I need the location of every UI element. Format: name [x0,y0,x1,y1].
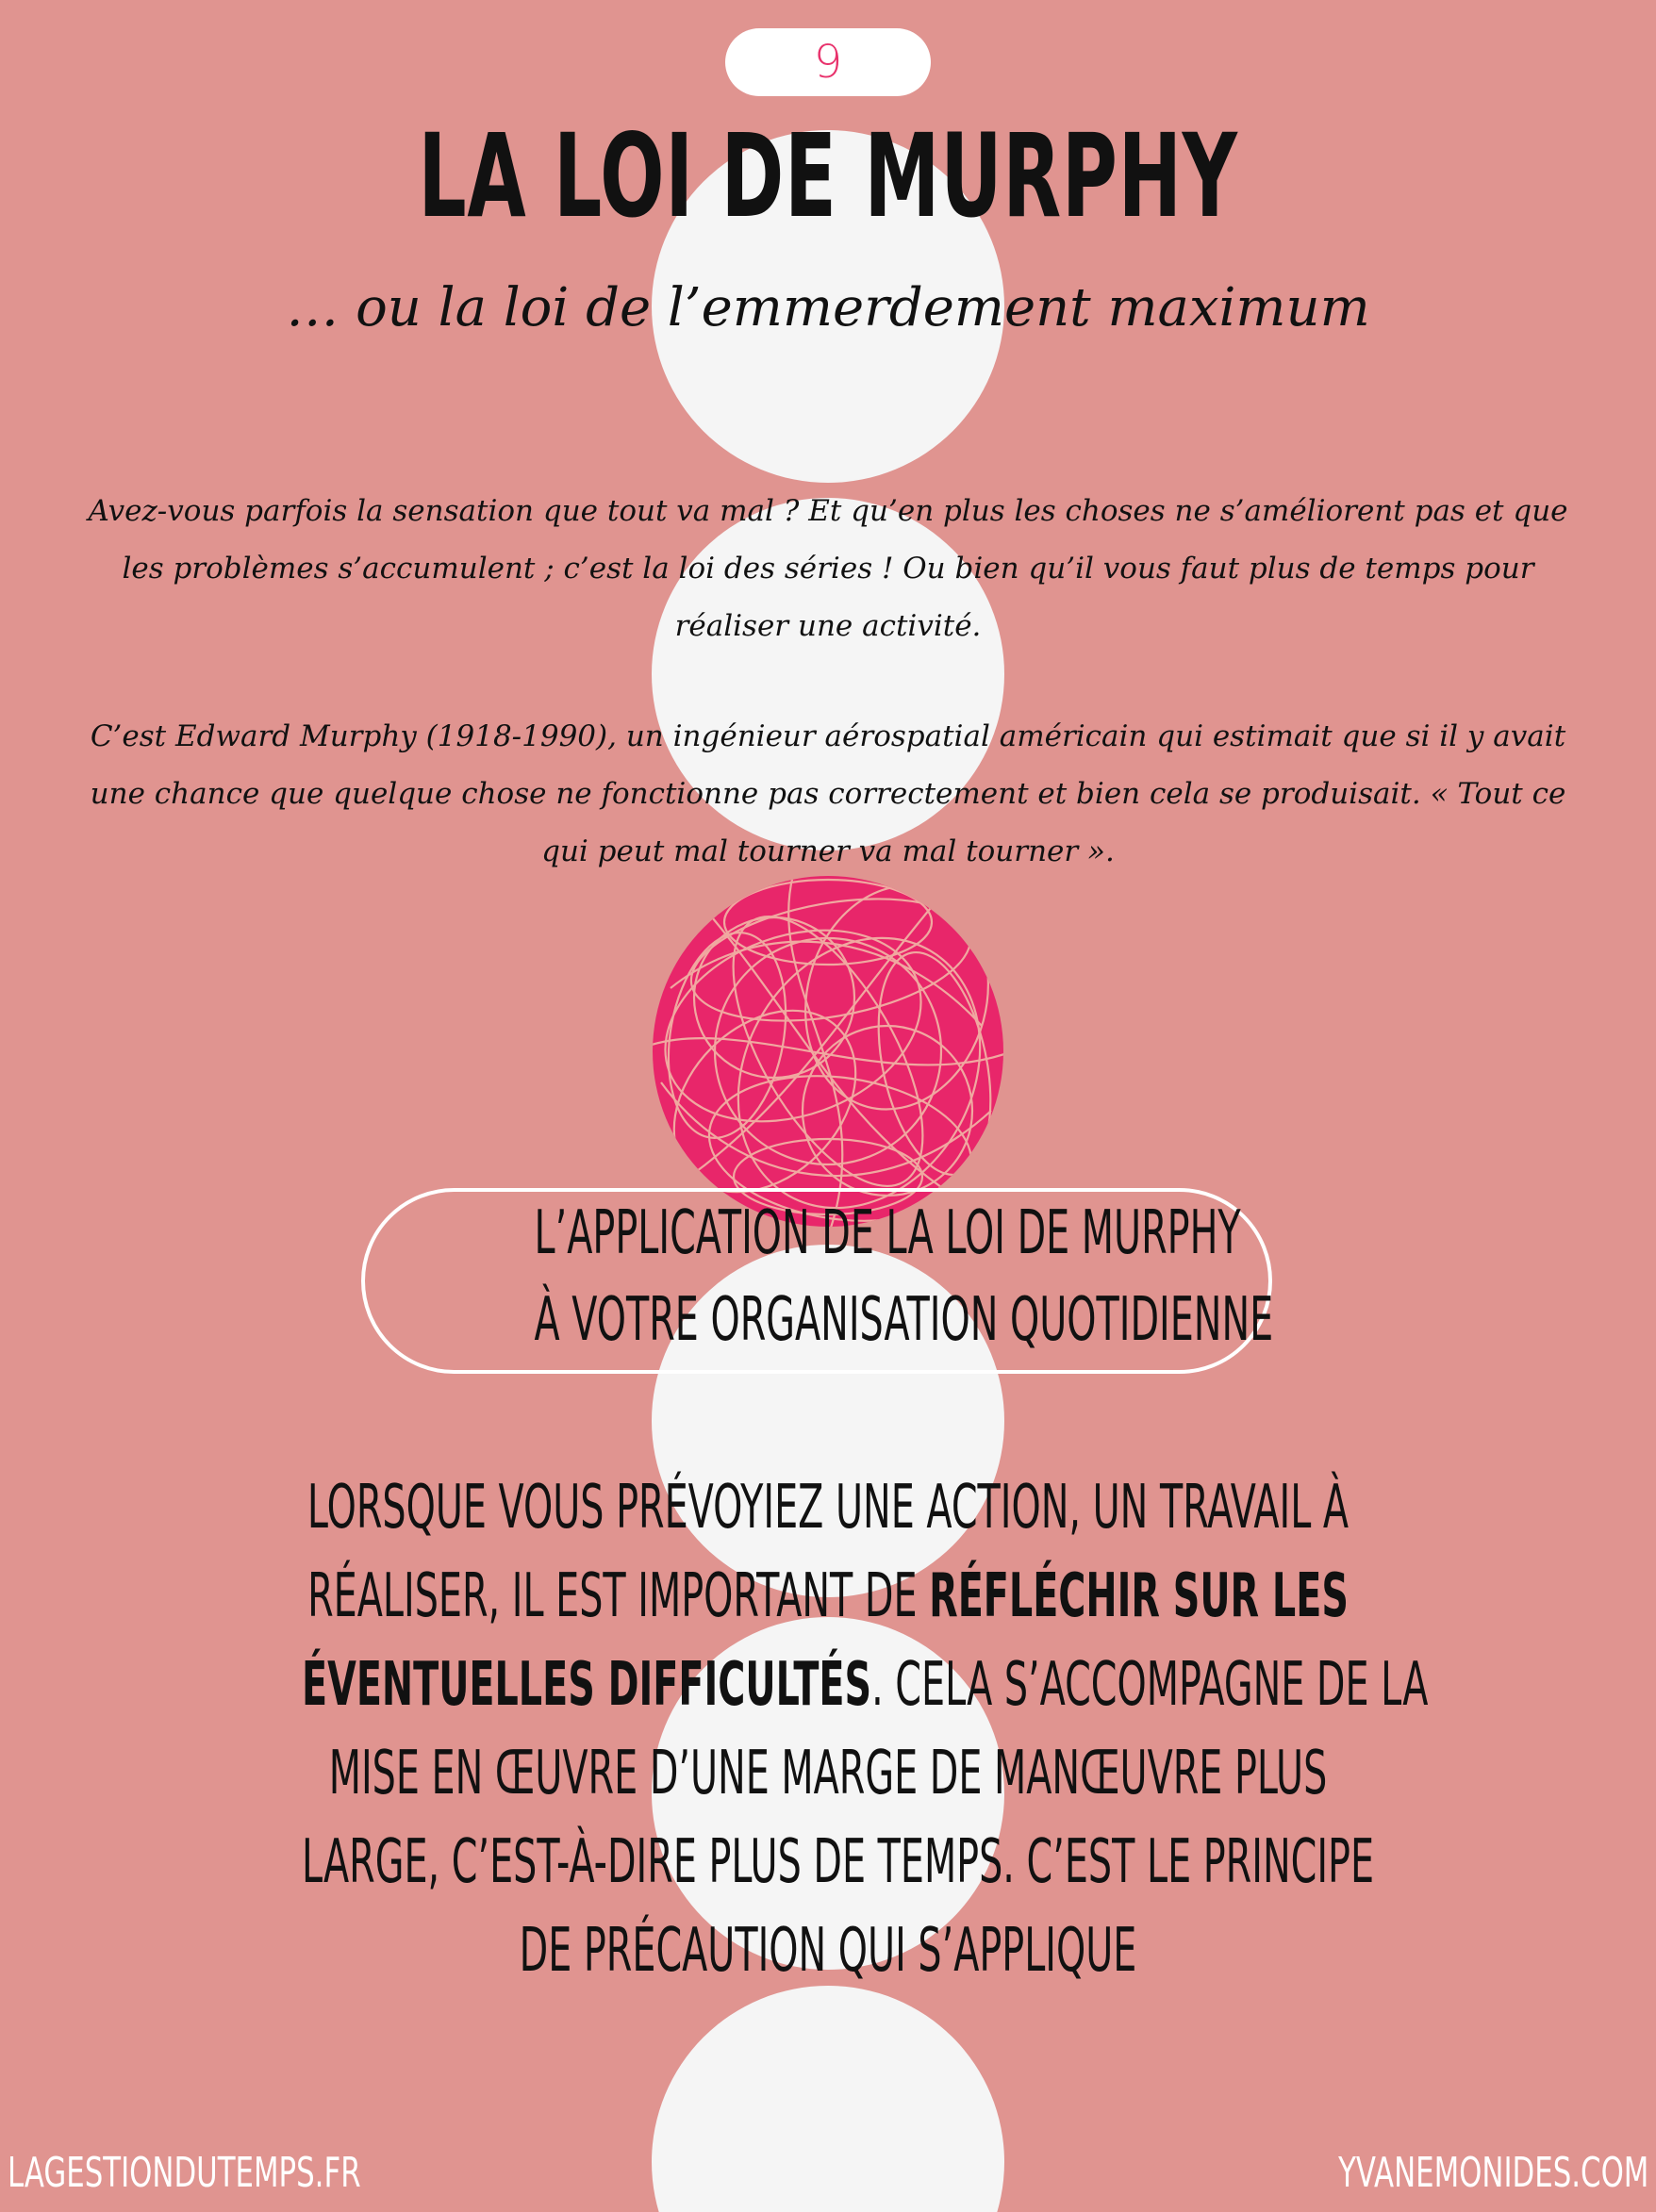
footer-site-left: LAGESTIONDUTEMPS.FR [8,2149,361,2197]
body-line [302,1552,1354,1641]
decor-circle [652,1986,1004,2212]
body-line: DE PRÉCAUTION QUI S’APPLIQUE [519,1916,1137,1986]
yarn-ball-icon [652,875,1004,1228]
page-subtitle: … ou la loi de l’emmerdement maximum [286,277,1370,338]
body-line: LARGE, C’EST-À-DIRE PLUS DE TEMPS. C’EST LE PRINCIPE [302,1827,1375,1897]
body-text [302,1463,1429,1995]
body-line [302,1641,1429,1729]
application-heading [534,1190,1274,1363]
intro-paragraph: Avez-vous parfois la sensation que tout va mal ? Et qu’en plus les choses ne s’améliorent pas et que les problèmes s’accumulent ; c’est la loi des séries ! Ou bien qu’il vous faut plus de temps pour réaliser une activité. [88,494,1568,643]
footer-site-right: YVANEMONIDES.COM [1337,2149,1648,2197]
body-text-segment: RÉALISER, IL EST IMPORTANT DE [307,1561,930,1631]
application-heading-line: À VOTRE ORGANISATION QUOTIDIENNE [534,1285,1274,1355]
body-emphasis: RÉFLÉCHIR SUR LES [929,1561,1349,1631]
page-title: LA LOI DE MURPHY [418,109,1238,243]
body-text-segment: . CELA S’ACCOMPAGNE DE LA [871,1650,1429,1720]
body-emphasis: ÉVENTUELLES DIFFICULTÉS [302,1650,872,1720]
intro-paragraph: C’est Edward Murphy (1918-1990), un ingénieur aérospatial américain qui estimait que si il y avait une chance que quelque chose ne fonctionne pas correctement et bien cela se produisait. « Tout ce qui peut mal tourner va mal tourner ». [90,719,1566,868]
body-line: MISE EN ŒUVRE D’UNE MARGE DE MANŒUVRE PLUS [328,1739,1328,1808]
application-heading-line: L’APPLICATION DE LA LOI DE MURPHY [534,1198,1241,1268]
intro-text [75,483,1581,881]
page-number-badge: 9 [725,28,931,96]
body-line: LORSQUE VOUS PRÉVOYIEZ UNE ACTION, UN TRAVAIL À [306,1473,1350,1543]
